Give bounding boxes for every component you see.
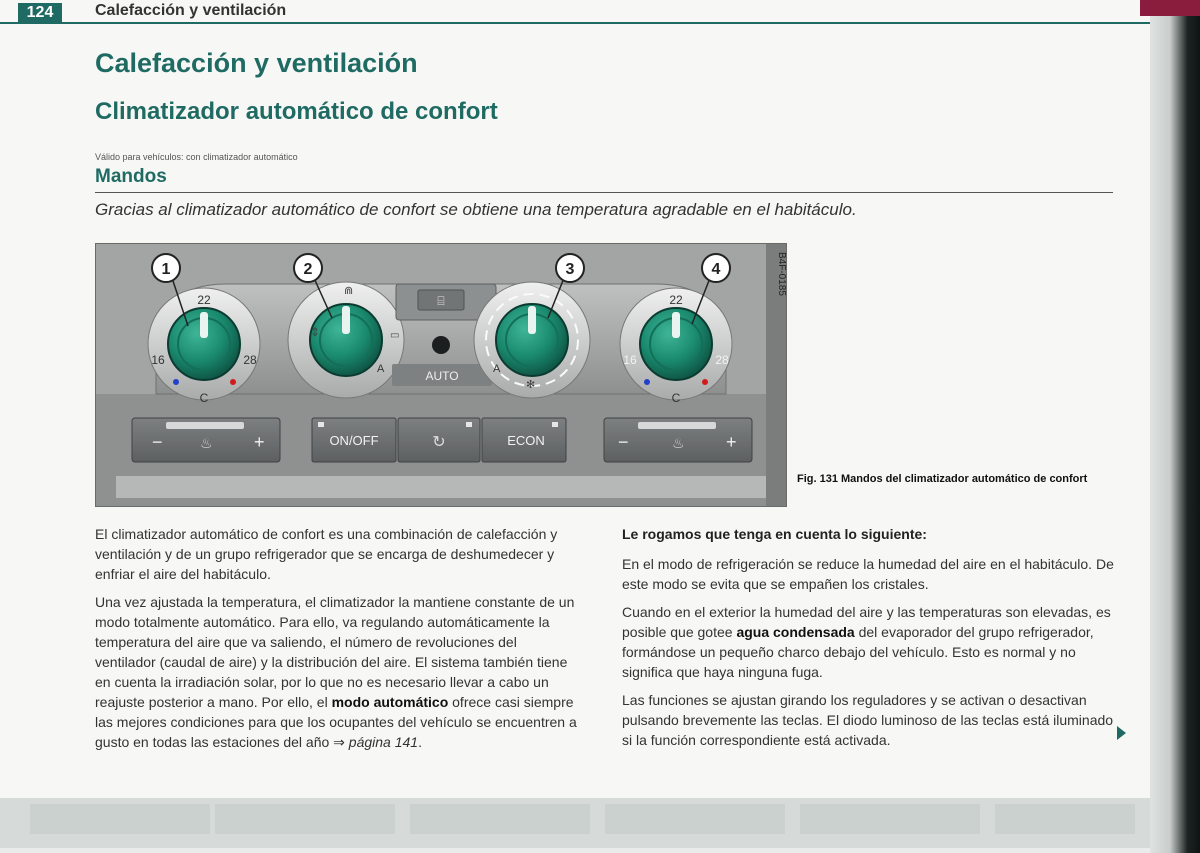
left-scale-min: 16 [151, 353, 165, 367]
paragraph: Las funciones se ajustan girando los reguladores y se activan o desactivan pulsando brevemente las teclas. El diodo luminoso de las teclas está iluminado si la función correspondiente está activada. [622, 692, 1114, 748]
paragraph: En el modo de refrigeración se reduce la humedad del aire en el habitáculo. De este modo se evita que se empañen los cristales. [622, 556, 1114, 592]
seat-heat-icon: ♨ [200, 435, 213, 451]
cross-ref-arrow: ⇒ [333, 734, 345, 750]
running-header: Calefacción y ventilación [95, 2, 287, 19]
section-title: Climatizador automático de confort [95, 98, 498, 125]
recirculation-icon: ↻ [432, 434, 446, 451]
defrost-small-icon: ⋒ [344, 285, 354, 297]
right-scale-min: 16 [623, 353, 637, 367]
callout-1: 1 [161, 261, 171, 278]
chapter-title: Calefacción y ventilación [95, 48, 418, 78]
notice-heading: Le rogamos que tenga en cuenta lo siguiente: [622, 526, 927, 542]
recirculation-button[interactable] [398, 418, 480, 462]
air-distribution-knob[interactable] [288, 282, 404, 398]
right-scale-top: 22 [669, 293, 683, 307]
svg-text:+: + [726, 432, 737, 452]
callout-2: 2 [303, 261, 313, 278]
climate-control-figure [95, 243, 787, 507]
figure-code: B4F-0185 [776, 252, 786, 296]
validity-note: Válido para vehículos: con climatizador automático [95, 152, 298, 162]
left-scale-top: 22 [197, 293, 211, 307]
right-scale-max: 28 [715, 353, 729, 367]
fan-icon: ✻ [526, 379, 536, 391]
callout-4: 4 [711, 261, 721, 278]
svg-text:ECON: ECON [507, 433, 545, 448]
svg-text:ON/OFF: ON/OFF [329, 433, 379, 448]
paragraph: Cuando en el exterior la humedad del aire y las temperaturas son elevadas, es posible que gotee agua condensada del evaporador del grupo refrigerador, formándose un pequeño charco debajo del vehículo. Esto es normal y no significa que haya ninguna fuga. [622, 604, 1111, 680]
auto-right-label: A [493, 363, 501, 375]
continue-arrow-icon [1117, 726, 1126, 740]
left-column [95, 524, 581, 760]
page-reference-link[interactable]: página 141 [348, 734, 419, 750]
rear-defrost-icon: ⌸ [437, 294, 445, 308]
left-seat-heat-button[interactable] [132, 418, 280, 462]
right-column [622, 524, 1114, 758]
page-number: 124 [18, 3, 62, 23]
footwell-icon: ⇕ [310, 325, 321, 339]
fan-speed-knob[interactable] [474, 282, 590, 398]
right-scale-bottom: C [671, 391, 681, 405]
control-panel-illustration [96, 244, 786, 506]
header-rule [0, 22, 1150, 24]
subsection-title: Mandos [95, 166, 167, 187]
left-scale-bottom: C [199, 391, 209, 405]
bookmark-ribbon [1140, 0, 1200, 16]
onoff-button[interactable] [312, 418, 396, 462]
econ-button[interactable] [482, 418, 566, 462]
left-scale-max: 28 [243, 353, 257, 367]
paragraph: Una vez ajustada la temperatura, el climatizador la mantiene constante de un modo totalmente automático. Para ello, va regulando automáticamente la temperatura del aire que va saliendo, el número de revoluciones del ventilador (caudal de aire) y la distribución del aire. El sistema también tiene en cuenta la irradiación solar, por lo que no es necesario llevar a cabo un reajuste posterior a mano. Por ello, el modo automático ofrece casi siempre las mejores condiciones para que los ocupantes del vehículo se encuentren a gusto en todas las estaciones del año ⇒ página 141. [95, 594, 577, 750]
auto-label: AUTO [425, 369, 459, 383]
bleed-through-text [628, 52, 1118, 118]
figure-caption: Fig. 131 Mandos del climatizador automático de confort [797, 473, 1088, 485]
svg-text:−: − [152, 432, 163, 452]
seat-heat-icon: ♨ [672, 435, 685, 451]
book-spine [1150, 0, 1200, 853]
callout-3: 3 [565, 261, 575, 278]
svg-text:+: + [254, 432, 265, 452]
right-seat-heat-button[interactable] [604, 418, 752, 462]
footer-tab-bar [0, 798, 1150, 848]
vent-icon: ▭ [390, 330, 400, 341]
section-rule [95, 192, 1113, 193]
paragraph: El climatizador automático de confort es una combinación de calefacción y ventilación y de un grupo refrigerador que se encarga de deshumedecer y enfriar el aire del habitáculo. [95, 526, 558, 582]
intro-text: Gracias al climatizador automático de confort se obtiene una temperatura agradable en el habitáculo. [95, 200, 857, 219]
auto-left-label: A [377, 363, 385, 375]
sun-sensor [432, 336, 450, 354]
svg-text:−: − [618, 432, 629, 452]
